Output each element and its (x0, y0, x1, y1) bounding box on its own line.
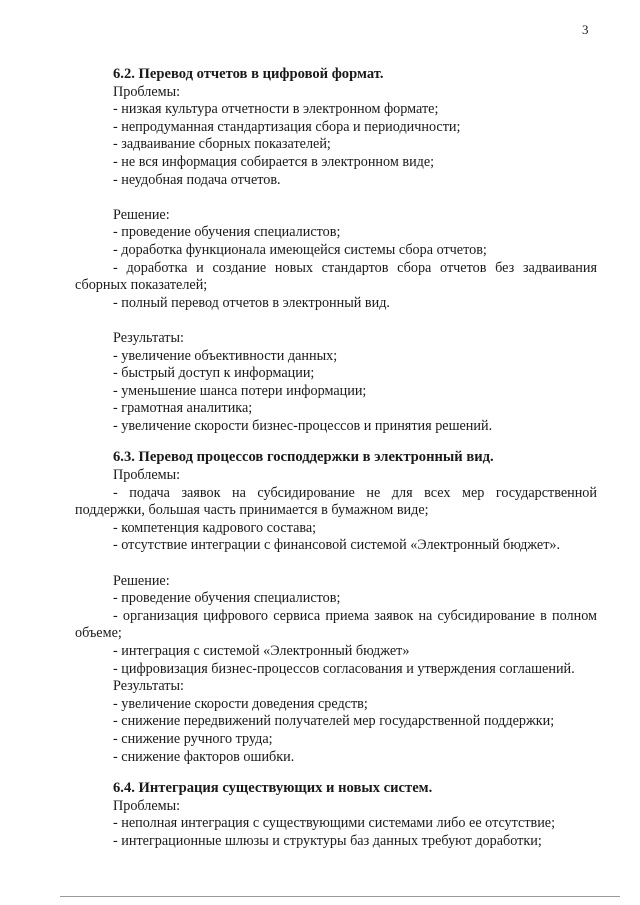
list-item: - не вся информация собирается в электронном виде; (113, 153, 435, 170)
list-item: - подача заявок на субсидирование не для всех мер государственной поддержки, большая часть принимается в бумажном виде; (75, 484, 597, 519)
list-item: - задваивание сборных показателей; (113, 136, 331, 153)
list-item: - организация цифрового сервиса приема заявок на субсидирование в полном объеме; (75, 607, 597, 642)
section-heading: 6.4. Интеграция существующих и новых систем. (113, 780, 433, 797)
group-label-solution: Решение: (113, 572, 170, 589)
list-item: - снижение передвижений получателей мер государственной поддержки; (113, 713, 555, 730)
list-item: - отсутствие интеграции с финансовой системой «Электронный бюджет». (113, 537, 561, 554)
list-item: - грамотная аналитика; (113, 400, 253, 417)
section-6-3 (75, 449, 597, 766)
list-item: - доработка и создание новых стандартов сбора отчетов без задваивания сборных показателей; (75, 259, 597, 294)
list-item: - уменьшение шанса потери информации; (113, 382, 367, 399)
group-label-problems: Проблемы: (113, 797, 181, 814)
list-item: - снижение ручного труда; (113, 730, 273, 747)
list-item: - быстрый доступ к информации; (113, 365, 315, 382)
list-item: - интеграция с системой «Электронный бюджет» (113, 643, 410, 659)
list-item: - непродуманная стандартизация сбора и периодичности; (113, 118, 461, 135)
list-item: - неудобная подача отчетов. (113, 171, 281, 188)
list-item: - снижение факторов ошибки. (113, 748, 295, 765)
section-6-4 (75, 780, 597, 850)
page-number: 3 (582, 22, 589, 37)
list-item: - компетенция кадрового состава; (113, 519, 317, 536)
section-heading: 6.3. Перевод процессов господдержки в электронный вид. (113, 449, 494, 466)
group-label-results: Результаты: (113, 329, 184, 346)
group-label-problems: Проблемы: (113, 467, 181, 484)
list-item: - доработка функционала имеющейся системы сбора отчетов; (113, 241, 487, 258)
list-item: - проведение обучения специалистов; (113, 224, 341, 241)
list-item: - проведение обучения специалистов; (113, 590, 341, 607)
list-item: - цифровизация бизнес-процессов согласования и утверждения соглашений. (113, 660, 575, 677)
group-label-problems: Проблемы: (113, 83, 181, 100)
list-item: - увеличение скорости доведения средств; (113, 695, 368, 712)
list-item: - увеличение объективности данных; (113, 347, 338, 364)
list-item: - увеличение скорости бизнес-процессов и принятия решений. (113, 417, 493, 434)
document-body (75, 66, 597, 851)
group-label-solution: Решение: (113, 206, 170, 223)
page-bottom-edge (60, 896, 620, 897)
list-item: - полный перевод отчетов в электронный вид. (113, 294, 390, 311)
section-heading: 6.2. Перевод отчетов в цифровой формат. (113, 66, 384, 82)
list-item: - интеграционные шлюзы и структуры баз данных требуют доработки; (113, 832, 542, 849)
list-item: - низкая культура отчетности в электронном формате; (113, 101, 439, 118)
section-6-2 (75, 66, 597, 435)
group-label-results: Результаты: (113, 678, 184, 695)
list-item: - неполная интеграция с существующими системами либо ее отсутствие; (113, 815, 556, 832)
